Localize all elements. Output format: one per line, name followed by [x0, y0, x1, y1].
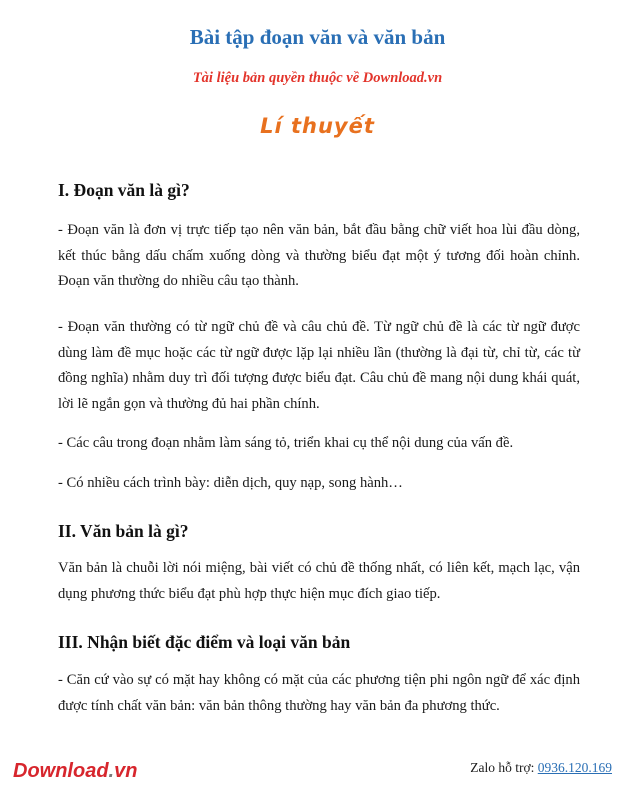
paragraph-1-3: - Các câu trong đoạn nhằm làm sáng tỏ, triển khai cụ thể nội dung của vấn đề. — [58, 435, 514, 451]
support-label: Zalo hỗ trợ: — [470, 760, 535, 775]
paragraph-1-4: - Có nhiều cách trình bày: diễn dịch, quy nạp, song hành… — [58, 475, 403, 491]
theory-label: Lí thuyết — [260, 114, 375, 138]
copyright-subtitle: Tài liệu bản quyền thuộc về Download.vn — [192, 70, 443, 86]
paragraph-2-1: Văn bản là chuỗi lời nói miệng, bài viết có chủ đề thống nhất, có liên kết, mạch lạc, vận dụng phương thức biểu đạt phù hợp thực hiện mục đích giao tiếp. — [58, 560, 580, 602]
logo-text-main: Download — [13, 760, 109, 782]
logo-text-dot: . — [108, 760, 115, 782]
document-title: Bài tập đoạn văn và văn bản — [189, 25, 446, 49]
paragraph-3-1: - Căn cứ vào sự có mặt hay không có mặt của các phương tiện phi ngôn ngữ để xác định được tính chất văn bản: văn bản thông thường hay văn bản đa phương thức. — [58, 672, 580, 714]
paragraph-1-1: - Đoạn văn là đơn vị trực tiếp tạo nên văn bản, bắt đầu bằng chữ viết hoa lùi đầu dòng, kết thúc bằng dấu chấm xuống dòng và thường biểu đạt một ý tương đối hoàn chỉnh. Đoạn văn thường do nhiều câu tạo thành. — [58, 222, 580, 289]
paragraph-1-2: - Đoạn văn thường có từ ngữ chủ đề và câu chủ đề. Từ ngữ chủ đề là các từ ngữ được dùng làm đề mục hoặc các từ ngữ được lặp lại nhiều lần (thường là đại từ, chỉ từ, các từ đồng nghĩa) nhằm duy trì đối tượng được biểu đạt. Câu chủ đề mang nội dung khái quát, lời lẽ ngắn gọn và thường đủ hai phần chính. — [58, 319, 580, 412]
section-heading-3: III. Nhận biết đặc điểm và loại văn bản — [58, 632, 351, 652]
zalo-support — [470, 760, 612, 776]
section-heading-2: II. Văn bản là gì? — [58, 521, 189, 541]
download-logo[interactable] — [13, 760, 137, 783]
section-heading-1: I. Đoạn văn là gì? — [58, 180, 190, 200]
support-phone-link[interactable]: 0936.120.169 — [537, 760, 612, 775]
logo-text-tld: vn — [114, 760, 138, 782]
